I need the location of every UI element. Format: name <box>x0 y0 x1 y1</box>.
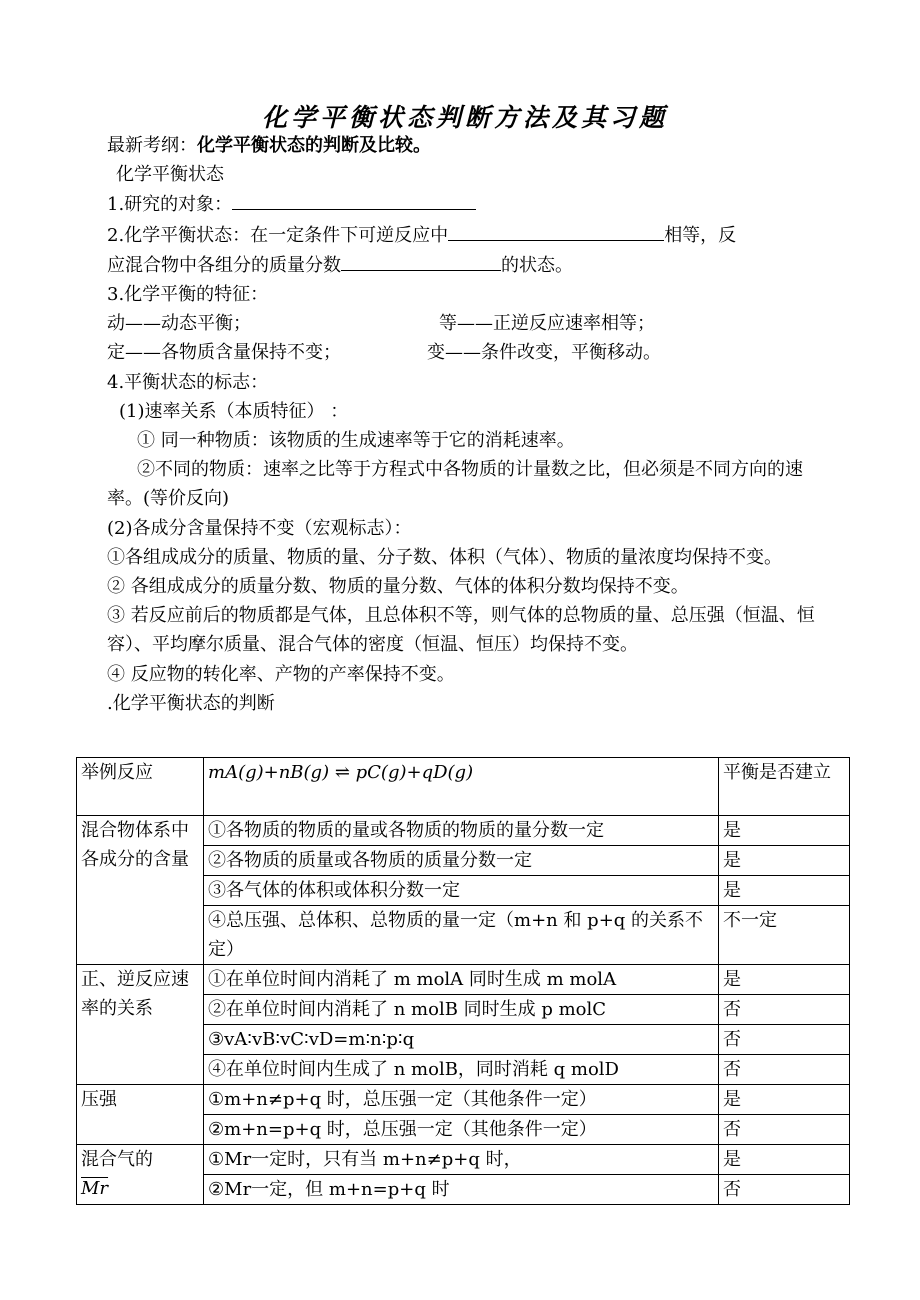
condition-cell: ②在单位时间内消耗了 n molB 同时生成 p molC <box>204 995 719 1025</box>
condition-cell: ①在单位时间内消耗了 m molA 同时生成 m molA <box>204 965 719 995</box>
category-label: 正、逆反应速率的关系 <box>81 969 189 1019</box>
result-cell: 否 <box>719 995 850 1025</box>
fill-blank <box>448 220 664 241</box>
sub-3: .化学平衡状态的判断 <box>107 692 275 714</box>
table-row <box>77 965 850 995</box>
category-label: 混合气的 <box>81 1149 153 1170</box>
category-cell <box>77 1145 204 1205</box>
section-heading: 化学平衡状态 <box>116 164 224 186</box>
category-cell <box>77 816 204 965</box>
sub-1b: ②不同的物质：速率之比等于方程式中各物质的计量数之比，但必须是不同方向的速率。(等价反向) <box>107 459 803 510</box>
result-cell: 是 <box>719 965 850 995</box>
sub-2: (2)各成分含量保持不变（宏观标志）： <box>107 517 412 539</box>
fill-blank <box>341 250 501 271</box>
category-cell <box>77 965 204 1085</box>
sub-1: (1)速率关系（本质特征） ： <box>119 400 349 422</box>
document-body <box>107 131 827 718</box>
feature-equal: 等——正逆反应速率相等； <box>439 313 655 335</box>
condition-cell: ②各物质的质量或各物质的质量分数一定 <box>204 846 719 876</box>
condition-cell: ④总压强、总体积、总物质的量一定（m+n 和 p+q 的关系不定） <box>204 906 719 965</box>
table-row <box>77 1085 850 1115</box>
category-label: 压强 <box>81 1089 117 1110</box>
condition-cell: ④在单位时间内生成了 n molB，同时消耗 q molD <box>204 1055 719 1085</box>
condition-cell: ①m+n≠p+q 时，总压强一定（其他条件一定） <box>204 1085 719 1115</box>
equilibrium-judgement-table <box>76 757 850 1205</box>
result-cell: 是 <box>719 816 850 846</box>
condition-cell: ②m+n=p+q 时，总压强一定（其他条件一定） <box>204 1115 719 1145</box>
syllabus-label: 最新考纲： <box>107 135 197 156</box>
result-cell: 是 <box>719 1145 850 1175</box>
sub-2d: ④ 反应物的转化率、产物的产率保持不变。 <box>107 663 455 685</box>
result-cell: 否 <box>719 1055 850 1085</box>
feature-fixed: 定——各物质含量保持不变； <box>107 342 341 364</box>
header-cell: 举例反应 <box>77 758 204 816</box>
condition-cell: ③vA∶vB∶vC∶vD=m∶n∶p∶q <box>204 1025 719 1055</box>
sub-2c: ③ 若反应前后的物质都是气体，且总体积不等，则气体的总物质的量、总压强（恒温、恒容）、平均摩尔质量、混合气体的密度（恒温、恒压）均保持不变。 <box>107 605 815 656</box>
condition-cell: ①各物质的物质的量或各物质的物质的量分数一定 <box>204 816 719 846</box>
item-4: 4.平衡状态的标志： <box>107 371 269 393</box>
sub-1a: ① 同一种物质：该物质的生成速率等于它的消耗速率。 <box>137 430 575 452</box>
category-sub-label: $\overline{Mr}$ <box>81 1178 109 1199</box>
condition-cell: ③各气体的体积或体积分数一定 <box>204 876 719 906</box>
result-cell: 否 <box>719 1115 850 1145</box>
syllabus-text: 化学平衡状态的判断及比较。 <box>197 135 431 156</box>
result-cell: 是 <box>719 1085 850 1115</box>
table-row <box>77 1145 850 1175</box>
item-2: 2.化学平衡状态：在一定条件下可逆反应中 <box>107 224 449 246</box>
table-row <box>77 816 850 846</box>
item-2-end: 的状态。 <box>501 254 573 276</box>
sub-2b: ② 各组成成分的质量分数、物质的量分数、气体的体积分数均保持不变。 <box>107 576 689 598</box>
category-label: 混合物体系中各成分的含量 <box>81 820 189 870</box>
item-2-cont: 相等，反 <box>664 224 737 246</box>
result-cell: 是 <box>719 876 850 906</box>
result-cell: 否 <box>719 1175 850 1205</box>
item-1: 1.研究的对象： <box>107 194 233 216</box>
condition-cell: ①Mr一定时，只有当 m+n≠p+q 时， <box>204 1145 719 1175</box>
category-cell <box>77 1085 204 1145</box>
fill-blank <box>232 189 476 210</box>
header-cell: mA(g)+nB(g) ⇌ pC(g)+qD(g) <box>204 758 719 816</box>
table-header-row <box>77 758 850 816</box>
item-2-cont: 应混合物中各组分的质量分数 <box>107 254 341 276</box>
condition-cell: ②Mr一定，但 m+n=p+q 时 <box>204 1175 719 1205</box>
header-cell: 平衡是否建立 <box>719 758 850 816</box>
result-cell: 是 <box>719 846 850 876</box>
sub-2a: ①各组成成分的质量、物质的量、分子数、体积（气体）、物质的量浓度均保持不变。 <box>107 546 782 568</box>
item-3: 3.化学平衡的特征： <box>107 284 269 306</box>
feature-change: 变——条件改变，平衡移动。 <box>427 342 661 364</box>
feature-dynamic: 动——动态平衡； <box>107 313 251 335</box>
document-title: 化学平衡状态判断方法及其习题 <box>261 103 668 132</box>
result-cell: 否 <box>719 1025 850 1055</box>
result-cell: 不一定 <box>719 906 850 965</box>
